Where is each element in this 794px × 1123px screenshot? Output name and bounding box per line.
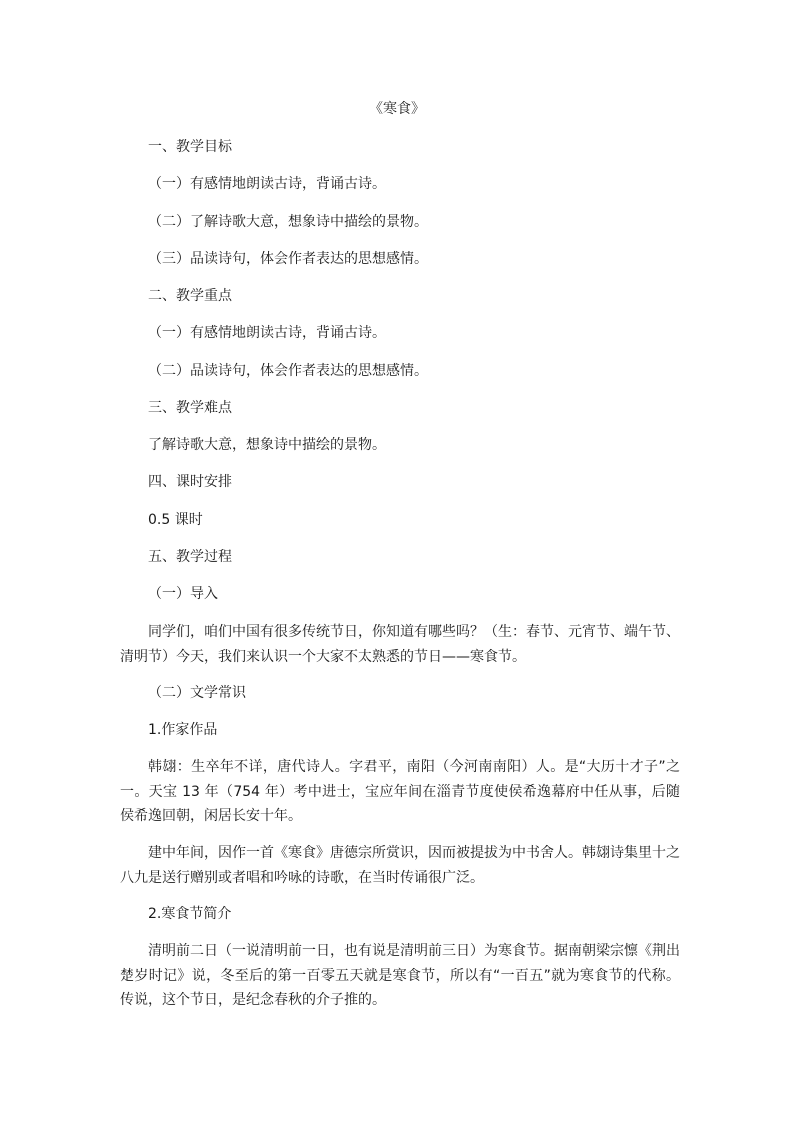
- heading-teaching-process: 五、教学过程: [148, 549, 232, 565]
- heading-teaching-goals: 一、教学目标: [148, 139, 232, 155]
- focus-item-2: （二）品读诗句，体会作者表达的思想感情。: [148, 363, 428, 379]
- heading-teaching-difficulty: 三、教学难点: [148, 400, 232, 416]
- festival-paragraph: 清明前二日（一说清明前一日，也有说是清明前三日）为寒食节。据南朝梁宗懔《荆出楚岁时记》说，冬至后的第一百零五天就是寒食节，所以有“一百五”就为寒食节的代称。传说，这个节日，是纪念春秋的介子推的。: [120, 943, 680, 1008]
- difficulty-text: 了解诗歌大意，想象诗中描绘的景物。: [148, 437, 386, 453]
- goal-item-3: （三）品读诗句，体会作者表达的思想感情。: [148, 251, 428, 267]
- item-author-works: 1.作家作品: [148, 722, 218, 738]
- introduction-paragraph: 同学们，咱们中国有很多传统节日，你知道有哪些吗？（生：春节、元宵节、端午节、清明节）今天，我们来认识一个大家不太熟悉的节日——寒食节。: [120, 624, 680, 665]
- document-title: 《寒食》: [369, 101, 425, 117]
- goal-item-2: （二）了解诗歌大意，想象诗中描绘的景物。: [148, 214, 428, 230]
- author-paragraph: 韩翃：生卒年不详，唐代诗人。字君平，南阳（今河南南阳）人。是“大历十才子”之一。天宝 13 年（754 年）考中进士，宝应年间在淄青节度使侯希逸幕府中任从事，后随侯希逸回朝，闲居长安十年。: [120, 759, 680, 824]
- works-paragraph: 建中年间，因作一首《寒食》唐德宗所赏识，因而被提拔为中书舍人。韩翃诗集里十之八九是送行赠别或者唱和吟咏的诗歌，在当时传诵很广泛。: [120, 845, 680, 886]
- goal-item-1: （一）有感情地朗读古诗，背诵古诗。: [148, 176, 386, 192]
- class-hours-value: 0.5 课时: [148, 512, 203, 528]
- subheading-literary-knowledge: （二）文学常识: [148, 685, 246, 701]
- focus-item-1: （一）有感情地朗读古诗，背诵古诗。: [148, 325, 386, 341]
- heading-class-hours: 四、课时安排: [148, 474, 232, 490]
- item-festival-intro: 2.寒食节简介: [148, 906, 232, 922]
- subheading-introduction: （一）导入: [148, 586, 218, 602]
- heading-teaching-focus: 二、教学重点: [148, 288, 232, 304]
